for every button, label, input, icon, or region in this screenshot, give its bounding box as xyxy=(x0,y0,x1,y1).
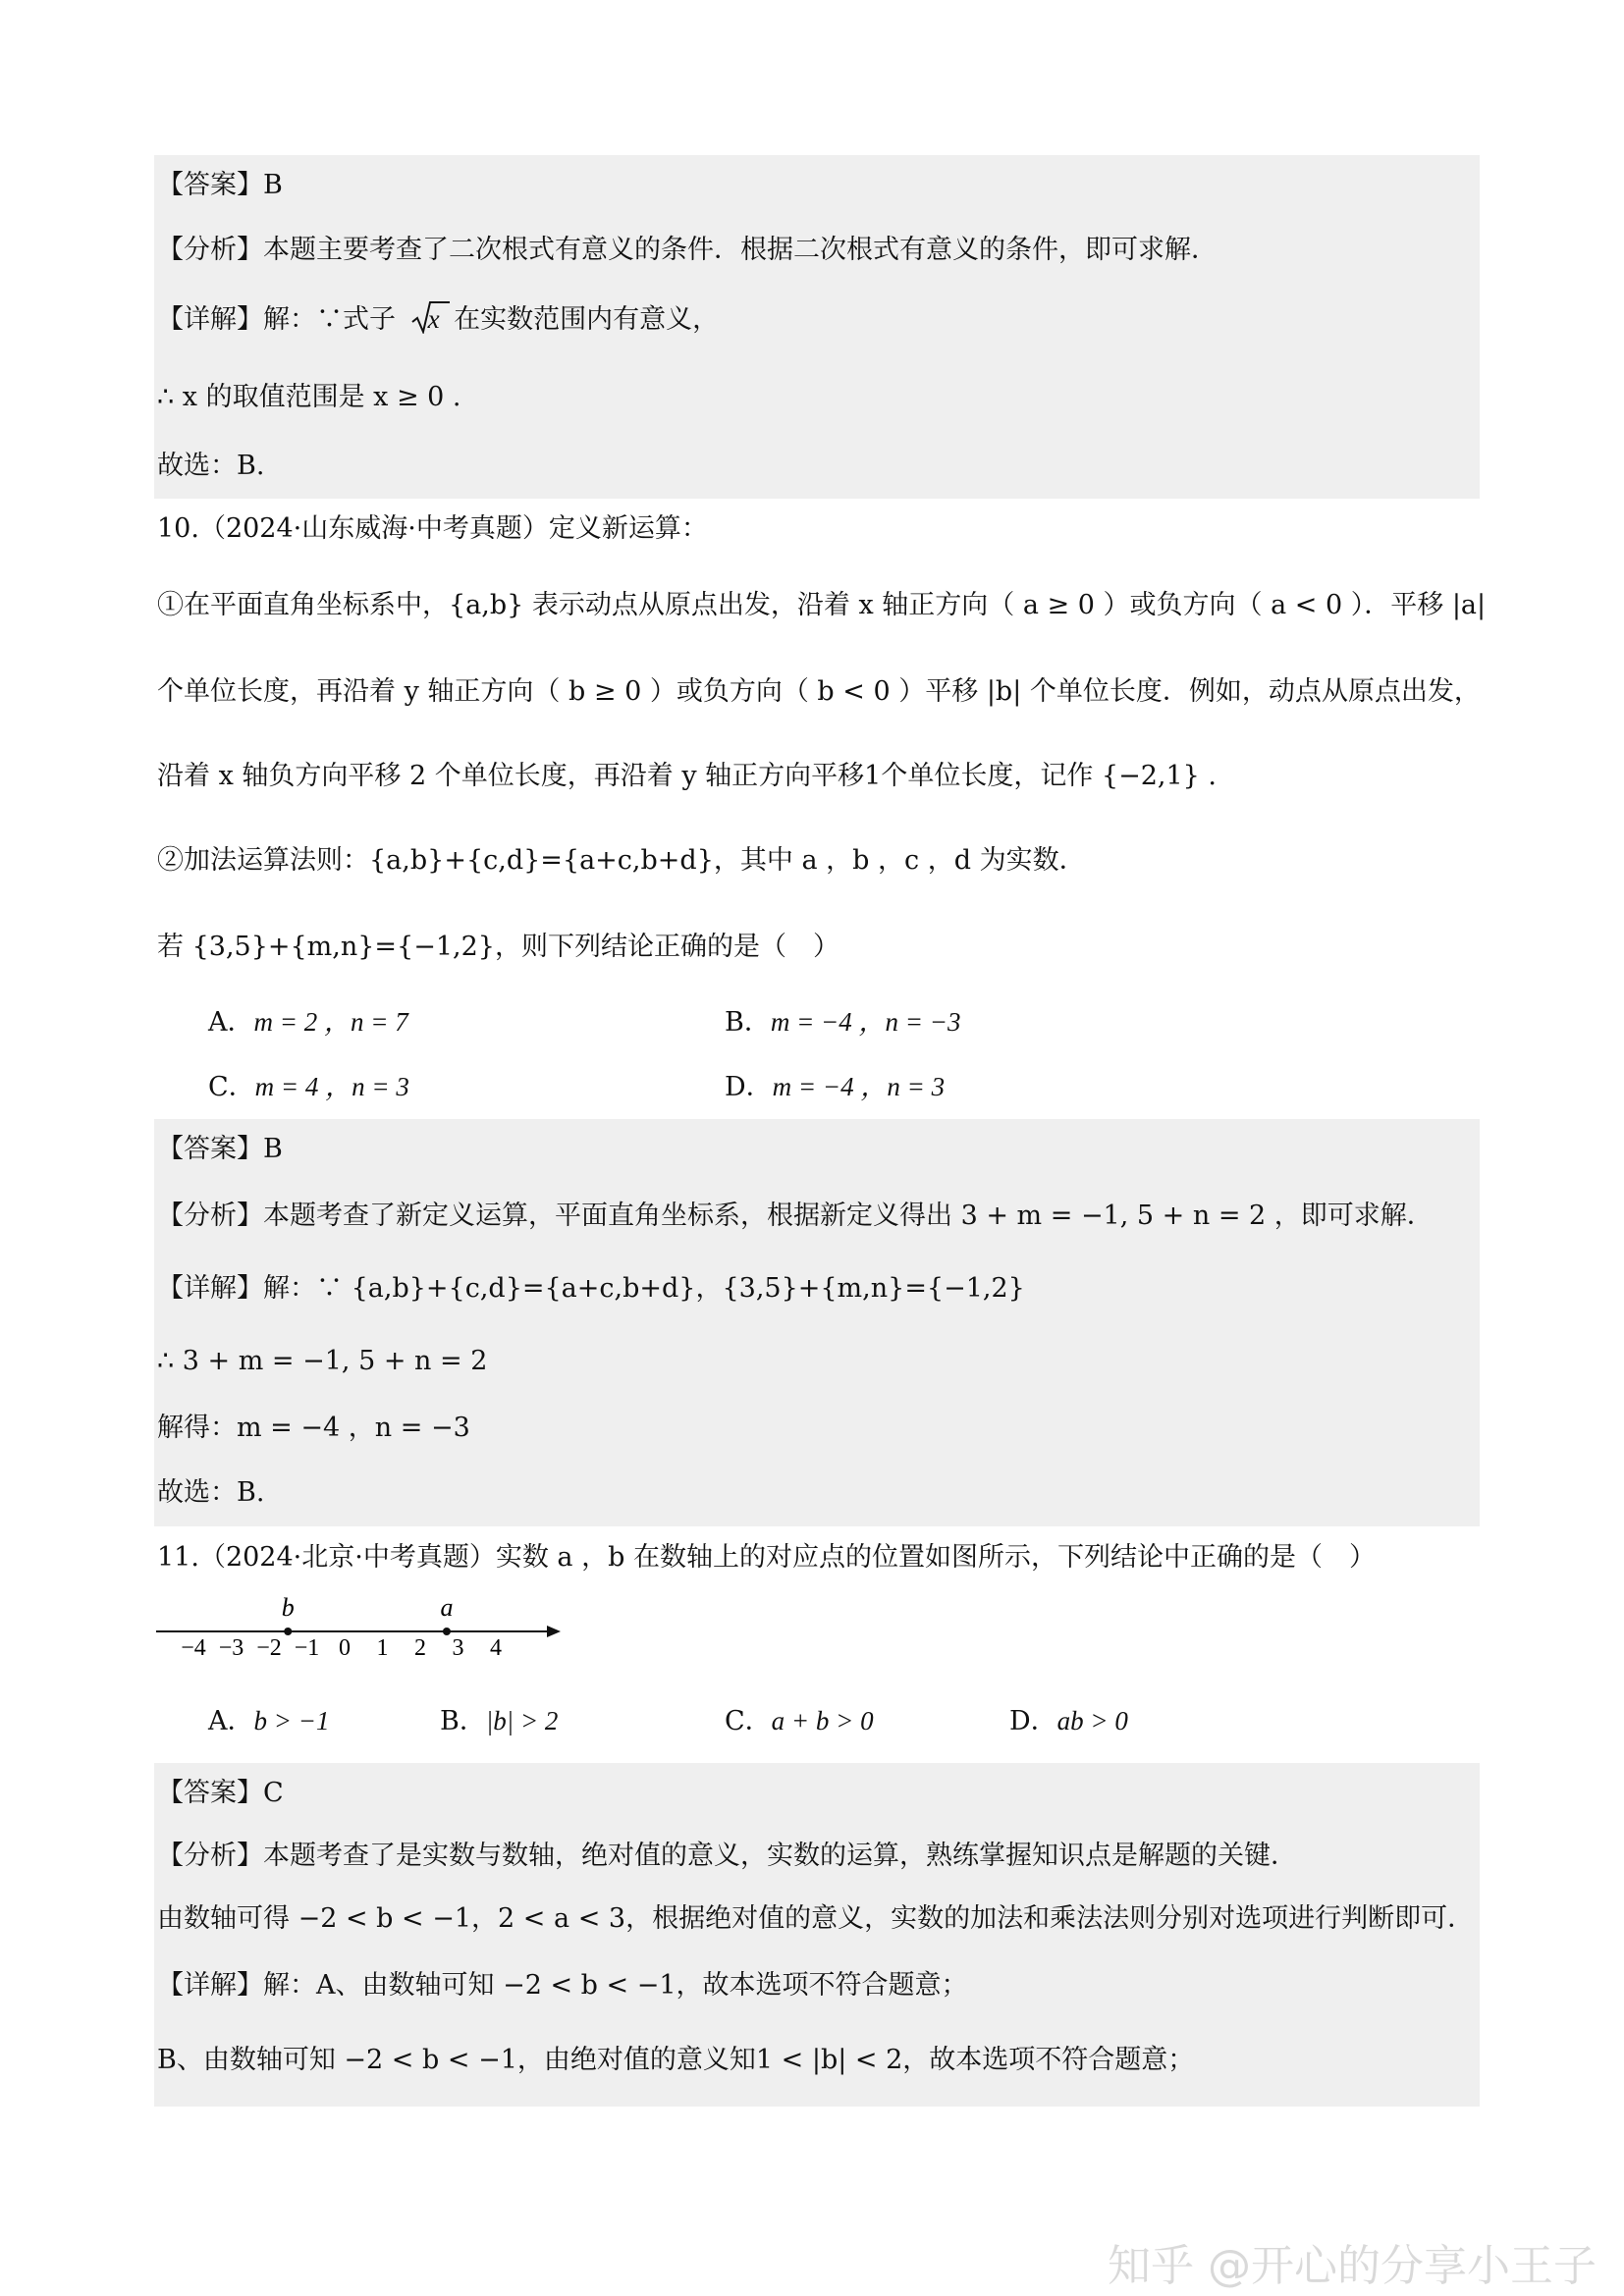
option-b: B．|b| > 2 xyxy=(440,1706,559,1736)
number-line-point-a xyxy=(443,1628,451,1635)
analysis-text: 【分析】本题考查了是实数与数轴，绝对值的意义，实数的运算，熟练掌握知识点是解题的关键． xyxy=(157,1841,1297,1871)
number-line-point-label: b xyxy=(281,1593,295,1622)
option-c: C．a + b > 0 xyxy=(725,1706,874,1736)
number-line-tick-label: −2 xyxy=(256,1635,282,1659)
option-d: D．ab > 0 xyxy=(1009,1706,1128,1736)
analysis-text: 【分析】本题主要考查了二次根式有意义的条件．根据二次根式有意义的条件，即可求解． xyxy=(157,235,1218,265)
number-line-point-label: a xyxy=(440,1593,454,1622)
option-c: C．m = 4 ，n = 3 xyxy=(208,1072,409,1102)
option-a: A．b > −1 xyxy=(208,1706,330,1736)
number-line-tick-label: 4 xyxy=(490,1635,502,1659)
option-d: D．m = −4 ，n = 3 xyxy=(725,1072,946,1102)
detail-suffix: 在实数范围内有意义， xyxy=(454,304,720,335)
detail-text-2: B、由数轴可知 −2 < b < −1，由绝对值的意义知1 < |b| < 2，故本选项不符合题意； xyxy=(157,2045,1195,2075)
arrow-right-icon xyxy=(547,1626,561,1637)
detail-text: 【详解】解：∵ {a,b}+{c,d}={a+c,b+d}，{3,5}+{m,n}={−1,2} xyxy=(157,1273,1025,1304)
number-line-tick-label: 0 xyxy=(339,1635,351,1659)
number-line-tick-label: 2 xyxy=(414,1635,426,1659)
detail-text xyxy=(157,302,719,337)
solution-box-q10 xyxy=(154,1119,1480,1526)
detail-prefix: 【详解】解：∵式子 xyxy=(157,304,396,335)
answer-label: 【答案】C xyxy=(157,1778,284,1808)
number-line-point-b xyxy=(284,1628,292,1635)
sqrt-expression xyxy=(410,302,440,337)
number-line-tick-label: 1 xyxy=(376,1635,389,1659)
radical-sign-icon xyxy=(410,300,450,334)
number-line-tick-label: −1 xyxy=(294,1635,320,1659)
number-line-figure xyxy=(154,1590,567,1659)
option-b: B．m = −4 ，n = −3 xyxy=(725,1007,961,1038)
question-11-title: 11.（2024·北京·中考真题）实数 a ，b 在数轴上的对应点的位置如图所示，下列结论中正确的是（ ） xyxy=(157,1542,1376,1573)
number-line-tick-label: −4 xyxy=(181,1635,206,1659)
option-a: A．m = 2 ，n = 7 xyxy=(208,1007,408,1038)
solution-box-q11 xyxy=(154,1763,1480,2107)
therefore-text: ∴ 3 + m = −1, 5 + n = 2 xyxy=(157,1346,488,1376)
solution-box-q9 xyxy=(154,155,1480,499)
answer-label: 【答案】B xyxy=(157,170,283,200)
rule1-line1: ①在平面直角坐标系中，{a,b} 表示动点从原点出发，沿着 x 轴正方向（ a ≥ 0 ）或负方向（ a < 0 ）．平移 |a| xyxy=(157,590,1487,620)
analysis-text-2: 由数轴可得 −2 < b < −1，2 < a < 3，根据绝对值的意义，实数的加法和乘法法则分别对选项进行判断即可． xyxy=(157,1903,1475,1934)
detail-text: 【详解】解：A、由数轴可知 −2 < b < −1，故本选项不符合题意； xyxy=(157,1970,968,2001)
rule2-text: ②加法运算法则：{a,b}+{c,d}={a+c,b+d}，其中 a ，b ，c ，d 为实数． xyxy=(157,845,1086,876)
question-10-stem: 若 {3,5}+{m,n}={−1,2}，则下列结论正确的是（ ） xyxy=(157,932,839,962)
choice-text: 故选：B. xyxy=(157,451,265,481)
rule1-line2: 个单位长度，再沿着 y 轴正方向（ b ≥ 0 ）或负方向（ b < 0 ）平移 |b| 个单位长度．例如，动点从原点出发， xyxy=(157,676,1481,707)
watermark: 知乎 @开心的分享小王子 xyxy=(1108,2241,1597,2291)
radicand: x xyxy=(427,304,440,334)
rule1-line3: 沿着 x 轴负方向平移 2 个单位长度，再沿着 y 轴正方向平移1个单位长度，记作 {−2,1} . xyxy=(157,761,1217,791)
number-line-tick-label: 3 xyxy=(452,1635,464,1659)
solve-text: 解得：m = −4 ，n = −3 xyxy=(157,1413,470,1443)
therefore-text: ∴ x 的取值范围是 x ≥ 0 . xyxy=(157,382,461,412)
choice-text: 故选：B. xyxy=(157,1477,265,1508)
question-10-title: 10.（2024·山东威海·中考真题）定义新运算： xyxy=(157,513,708,544)
analysis-text: 【分析】本题考查了新定义运算，平面直角坐标系，根据新定义得出 3 + m = −1, 5 + n = 2 ，即可求解． xyxy=(157,1201,1434,1231)
number-line-tick-label: −3 xyxy=(218,1635,244,1659)
answer-label: 【答案】B xyxy=(157,1134,283,1164)
